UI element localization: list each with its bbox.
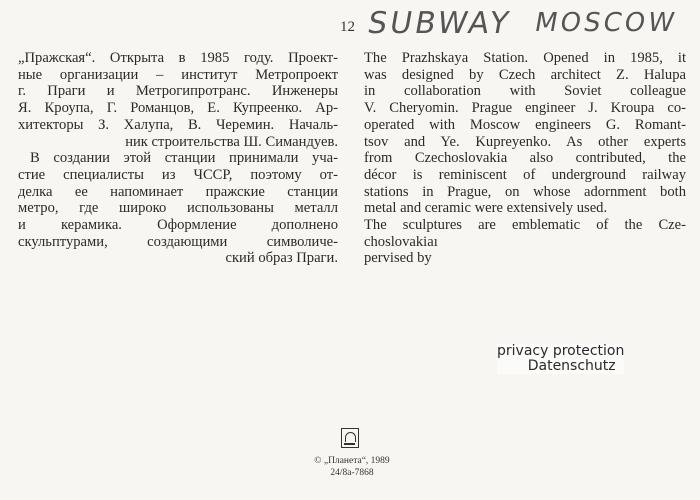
english-caption [364,50,686,267]
english-line: in collaboration with Soviet colleague [364,83,686,100]
russian-line: ский образ Праги. [225,250,338,267]
english-line: choslovakiaı [364,233,438,250]
russian-line: делка ее напоминает пражские станции [18,183,338,200]
page-number: 12 [340,19,355,35]
publisher-code: 24/8а-7868 [330,468,374,478]
english-line: pervised by [364,250,432,267]
russian-line: хитекторы З. Халупа, В. Черемин. Началь- [18,116,338,133]
english-line: tsov and Ye. Kupreyenko. As other experts [364,133,686,150]
publisher-imprint [302,455,402,479]
privacy-watermark [497,344,624,374]
publisher-copyright: © „Планета“, 1989 [314,456,390,466]
russian-line: ные организации – институт Метропроект [18,66,338,83]
russian-line: г. Праги и Метрогипротранс. Инженеры [18,83,338,100]
russian-line: В создании этой станции принимали уча- [30,150,338,167]
english-line: metal and ceramic were extensively used. [364,200,608,217]
russian-line: скульптурами, создающими символиче- [18,233,338,250]
english-line: décor is reminiscent of underground railway [364,166,686,183]
russian-line: Я. Кроупа, Г. Романцов, Е. Купреенко. Ар- [18,100,338,117]
russian-line: „Пражская“. Открыта в 1985 году. Проект- [18,50,338,66]
english-line: operated with Moscow engineers G. Romant- [364,116,686,133]
russian-line: ник строительства Ш. Симандуев. [125,133,338,150]
english-line: from Czechoslovakia also contributed, the [364,150,686,167]
russian-line: стие специалисты из ЧССР, поэтому от- [18,166,338,183]
russian-caption [18,50,338,267]
handwritten-note-subway: SUBWAY [364,6,515,41]
english-line: The Prazhskaya Station. Opened in 1985, it [364,50,686,66]
english-line: The sculptures are emblematic of the Cze- [364,217,686,234]
english-line: was designed by Czech architect Z. Halupa [364,66,686,83]
handwritten-note-moscow: MOSCOW [532,8,680,38]
publisher-logo-icon [341,428,359,448]
russian-line: и керамика. Оформление дополнено [18,217,338,234]
privacy-watermark-line: Datenschutz [527,358,616,374]
privacy-watermark-line: privacy protection [497,343,625,359]
russian-line: метро, где широко использованы металл [18,200,338,217]
english-line: V. Cheryomin. Prague engineer J. Kroupa co- [364,100,686,117]
english-line: stations in Prague, on whose adornment both [364,183,686,200]
